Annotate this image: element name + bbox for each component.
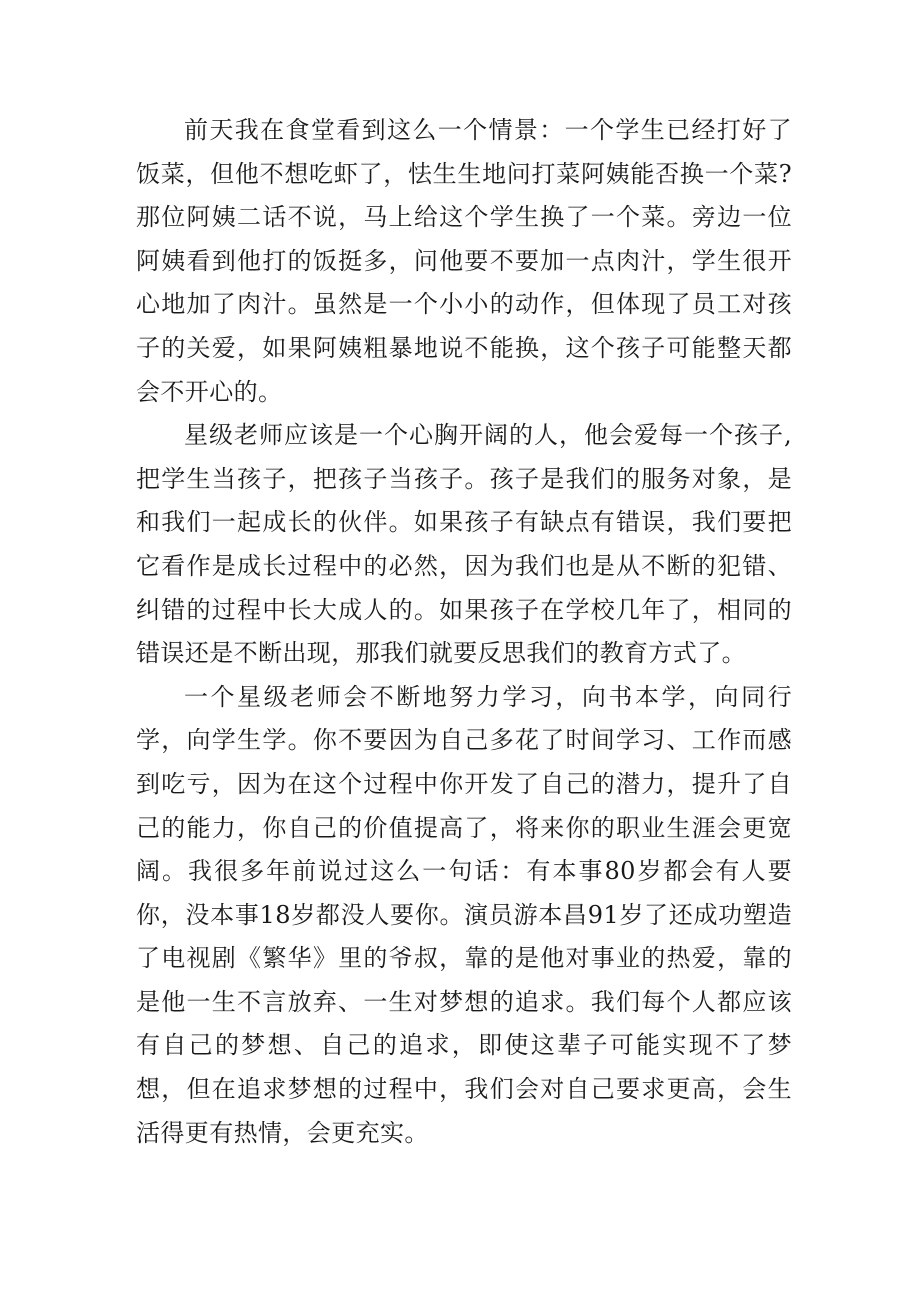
paragraph-star-teacher-love: 星级老师应该是一个心胸开阔的人，他会爱每一个孩子,把学生当孩子，把孩子当孩子。孩子是我们的服务对象，是和我们一起成长的伙伴。如果孩子有缺点有错误，我们要把它看作是成长过程中的必然，因为我们也是从不断的犯错、纠错的过程中长大成人的。如果孩子在学校几年了，相同的错误还是不断出现，那我们就要反思我们的教育方式了。 xyxy=(136,421,792,668)
paragraph-cafeteria-story: 前天我在食堂看到这么一个情景：一个学生已经打好了饭菜，但他不想吃虾了，怯生生地问打菜阿姨能否换一个菜?那位阿姨二话不说，马上给这个学生换了一个菜。旁边一位阿姨看到他打的饭挺多，问他要不要加一点肉汁，学生很开心地加了肉汁。虽然是一个小小的动作，但体现了员工对孩子的关爱，如果阿姨粗暴地说不能换，这个孩子可能整天都会不开心的。 xyxy=(136,116,792,406)
paragraph-star-teacher-learning: 一个星级老师会不断地努力学习，向书本学，向同行学，向学生学。你不要因为自己多花了时间学习、工作而感到吃亏，因为在这个过程中你开发了自己的潜力，提升了自己的能力，你自己的价值提高了，将来你的职业生涯会更宽阔。我很多年前说过这么一句话：有本事80岁都会有人要你，没本事18岁都没人要你。演员游本昌91岁了还成功塑造了电视剧《繁华》里的爷叔，靠的是他对事业的热爱，靠的是他一生不言放弃、一生对梦想的追求。我们每个人都应该有自己的梦想、自己的追求，即使这辈子可能实现不了梦想，但在追求梦想的过程中，我们会对自己要求更高，会生活得更有热情，会更充实。 xyxy=(136,682,792,1147)
document-body xyxy=(136,109,792,1155)
